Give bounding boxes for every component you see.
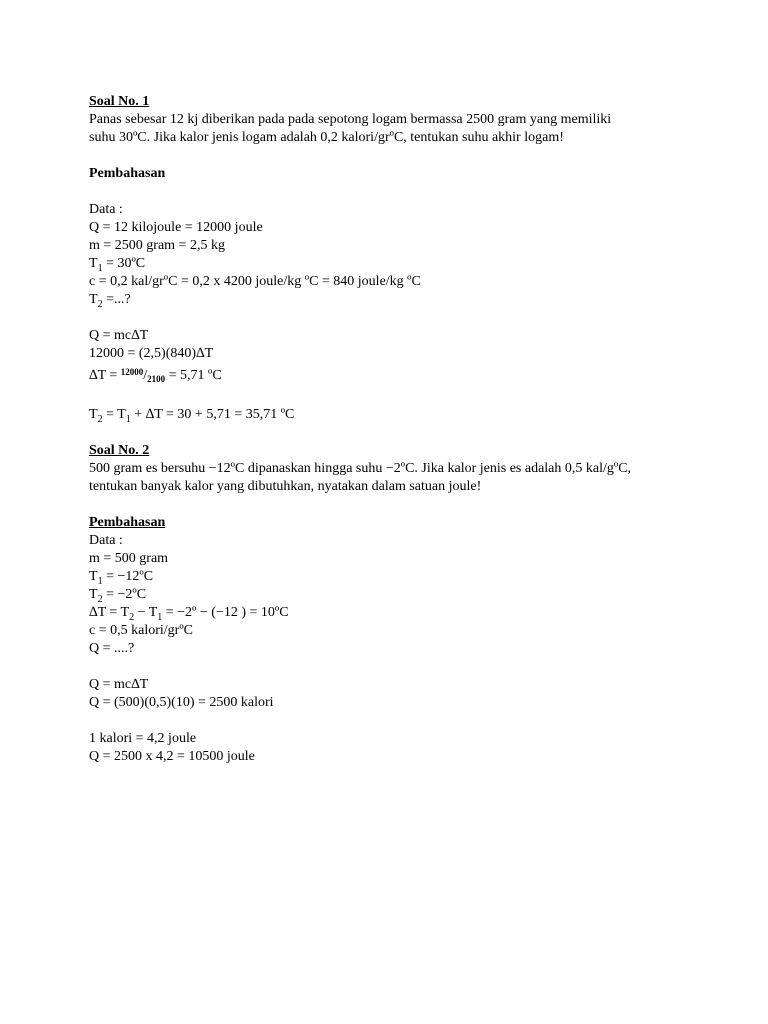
subscript: 2 [97, 413, 103, 425]
subscript: 1 [97, 575, 103, 587]
soal2-c-line: c = 0,5 kalori/grºC [89, 623, 193, 638]
soal1-t1-line [89, 255, 708, 273]
soal1-q-line: Q = 12 kilojoule = 12000 joule [89, 220, 263, 235]
t2-value: = −2ºC [102, 587, 147, 602]
delta-t-prefix: ∆T = [89, 368, 121, 383]
soal2-question-line1: 500 gram es bersuhu −12ºC dipanaskan hingga suhu −2ºC. Jika kalor jenis es adalah 0,5 kal/gºC, [89, 461, 632, 476]
soal1-t2-line [89, 291, 708, 309]
soal2-substitution: Q = (500)(0,5)(10) = 2500 kalori [89, 695, 274, 710]
fraction-denominator: 2100 [147, 374, 166, 384]
t1-value: = −12ºC [102, 569, 154, 584]
soal2-question-line2: tentukan banyak kalor yang dibutuhkan, nyatakan dalam satuan joule! [89, 479, 482, 494]
soal1-m-line: m = 2500 gram = 2,5 kg [89, 238, 225, 253]
minus-t: − T [134, 605, 158, 620]
subscript: 1 [97, 262, 103, 274]
delta-t-prefix: ∆T = T [89, 605, 130, 620]
spacer [89, 147, 708, 165]
soal1-c-line: c = 0,2 kal/grºC = 0,2 x 4200 joule/kg ºC = 840 joule/kg ºC [89, 274, 421, 289]
subscript: 1 [157, 611, 163, 623]
soal2-result: Q = 2500 x 4,2 = 10500 joule [89, 749, 255, 764]
t-symbol: T [89, 569, 98, 584]
delta-t-result: = −2º − (−12 ) = 10ºC [162, 605, 289, 620]
soal1-delta-t-line [89, 363, 708, 388]
subscript: 2 [129, 611, 135, 623]
soal2-m-line: m = 500 gram [89, 551, 169, 566]
final-result: + ∆T = 30 + 5,71 = 35,71 ºC [130, 407, 295, 422]
spacer [89, 658, 708, 676]
spacer [89, 183, 708, 201]
spacer [89, 712, 708, 730]
soal2-q-unknown: Q = ....? [89, 641, 135, 656]
soal1-formula: Q = mc∆T [89, 328, 149, 343]
subscript: 2 [97, 298, 103, 310]
t-symbol: T [89, 256, 98, 271]
soal1-pembahasan-title: Pembahasan [89, 166, 166, 181]
subscript: 2 [97, 593, 103, 605]
subscript: 1 [125, 413, 131, 425]
soal2-formula: Q = mc∆T [89, 677, 149, 692]
spacer [89, 309, 708, 327]
soal2-pembahasan-title: Pembahasan [89, 515, 166, 530]
soal2-t1-line [89, 568, 708, 586]
soal1-data-label: Data : [89, 202, 123, 217]
t1-value: = 30ºC [102, 256, 146, 271]
fraction-numerator: 12000 [120, 367, 144, 377]
soal1-question-line1: Panas sebesar 12 kj diberikan pada pada sepotong logam bermassa 2500 gram yang memiliki [89, 112, 612, 127]
soal1-final-line [89, 406, 708, 424]
soal1-title: Soal No. 1 [89, 94, 150, 109]
t-symbol: T [89, 587, 98, 602]
soal2-conversion: 1 kalori = 4,2 joule [89, 731, 197, 746]
fraction-slash: / [143, 368, 148, 383]
soal2-t2-line [89, 586, 708, 604]
spacer [89, 424, 708, 442]
soal2-data-label: Data : [89, 533, 123, 548]
soal2-delta-t-line [89, 604, 708, 622]
t-symbol: T [89, 407, 98, 422]
soal1-substitution: 12000 = (2,5)(840)∆T [89, 346, 214, 361]
spacer [89, 388, 708, 406]
t2-value: =...? [102, 292, 131, 307]
t-symbol: T [89, 292, 98, 307]
delta-t-result: = 5,71 ºC [165, 368, 222, 383]
equals-t: = T [102, 407, 126, 422]
soal1-question-line2: suhu 30ºC. Jika kalor jenis logam adalah 0,2 kalori/grºC, tentukan suhu akhir logam! [89, 130, 564, 145]
soal2-title: Soal No. 2 [89, 443, 150, 458]
spacer [89, 496, 708, 514]
